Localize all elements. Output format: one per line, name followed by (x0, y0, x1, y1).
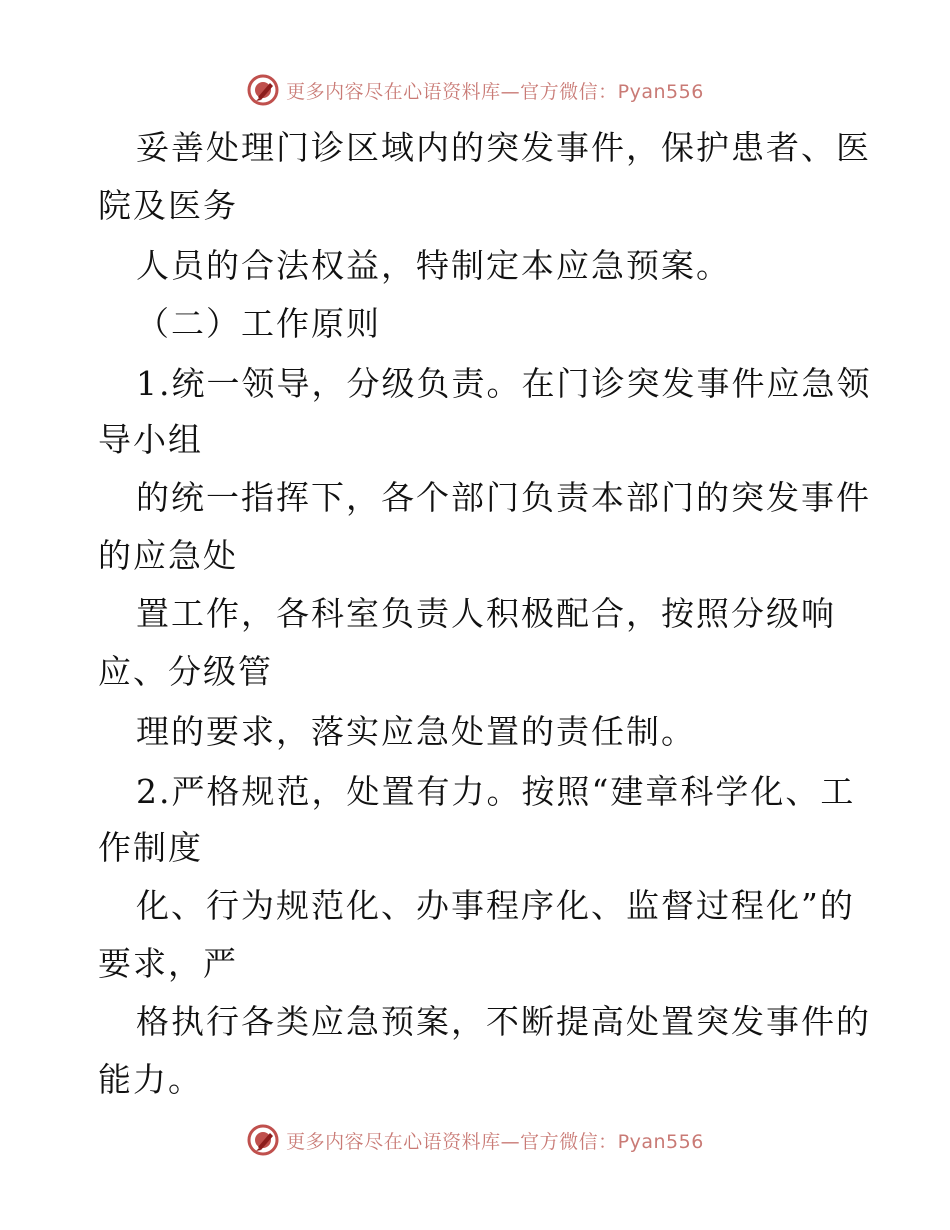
footer-watermark-banner (0, 1120, 950, 1160)
footer-watermark-text: 更多内容尽在心语资料库—官方微信：Pyan556 (286, 1130, 704, 1153)
paragraph-line: 妥善处理门诊区域内的突发事件，保护患者、医 (136, 128, 871, 167)
header-watermark-banner (0, 70, 950, 110)
paragraph-line: 2.严格规范，处置有力。按照“建章科学化、工 (136, 772, 856, 811)
paragraph-line: 格执行各类应急预案，不断提高处置突发事件的 (136, 1002, 871, 1041)
paragraph-line: 化、行为规范化、办事程序化、监督过程化”的 (136, 886, 855, 925)
paragraph-line: 1.统一领导，分级负责。在门诊突发事件应急领 (136, 364, 872, 403)
red-seal-pen-logo-icon (246, 73, 280, 107)
paragraph-line: 的应急处 (98, 536, 238, 575)
paragraph-line: 导小组 (98, 420, 203, 459)
paragraph-line: 人员的合法权益，特制定本应急预案。 (136, 246, 731, 285)
paragraph-line: 能力。 (98, 1060, 203, 1099)
paragraph-line: 院及医务 (98, 186, 238, 225)
paragraph-line: 应、分级管 (98, 652, 273, 691)
red-seal-pen-logo-icon (246, 1123, 280, 1157)
paragraph-line: 要求，严 (98, 944, 238, 983)
paragraph-line: 置工作，各科室负责人积极配合，按照分级响 (136, 594, 836, 633)
paragraph-line: 的统一指挥下，各个部门负责本部门的突发事件 (136, 478, 871, 517)
paragraph-line: 理的要求，落实应急处置的责任制。 (136, 712, 696, 751)
header-watermark-text: 更多内容尽在心语资料库—官方微信：Pyan556 (286, 80, 704, 103)
section-heading: （二）工作原则 (136, 304, 381, 343)
paragraph-line: 作制度 (98, 828, 203, 867)
